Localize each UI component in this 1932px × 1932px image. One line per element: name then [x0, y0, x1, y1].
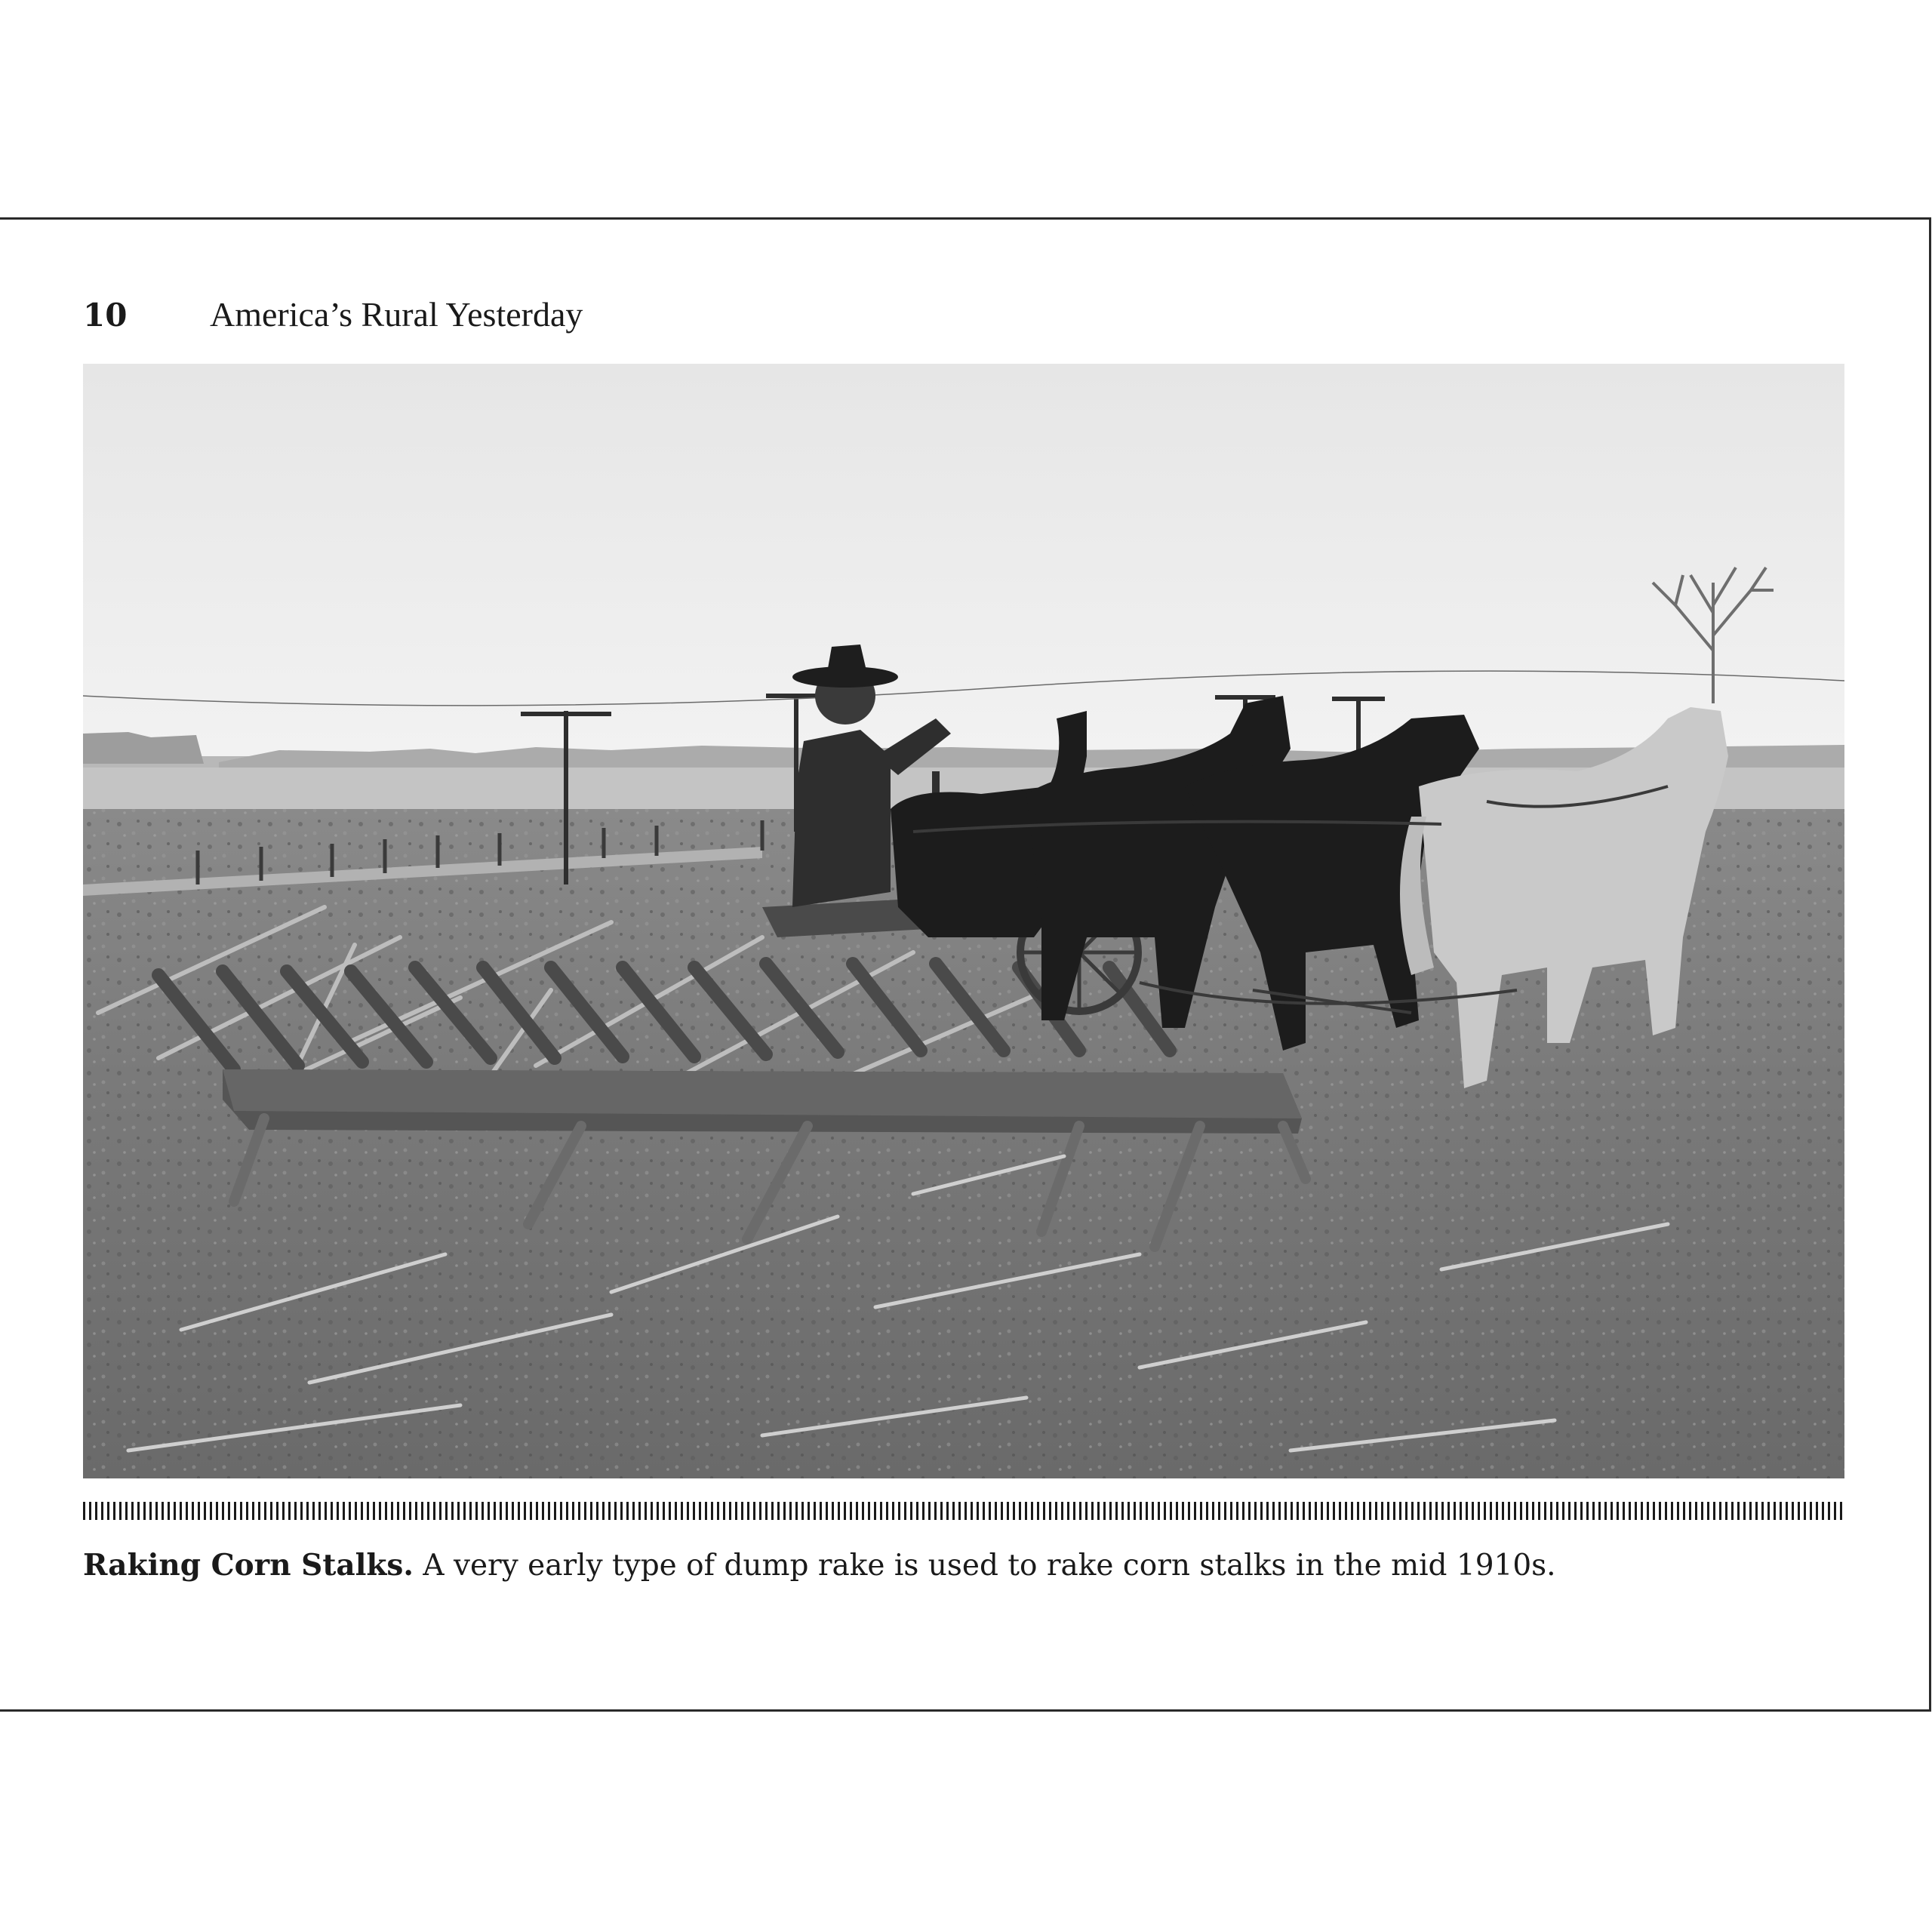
photo-caption [83, 1544, 1844, 1587]
caption-text: A very early type of dump rake is used to rake corn stalks in the mid 1910s. [413, 1549, 1556, 1583]
book-title: America’s Rural Yesterday [210, 295, 583, 334]
photograph [83, 364, 1844, 1478]
running-head [83, 294, 583, 340]
photograph-illustration [83, 364, 1844, 1478]
page-number: 10 [83, 297, 128, 334]
decorative-tick-rule [83, 1502, 1844, 1520]
caption-title: Raking Corn Stalks. [83, 1548, 414, 1583]
